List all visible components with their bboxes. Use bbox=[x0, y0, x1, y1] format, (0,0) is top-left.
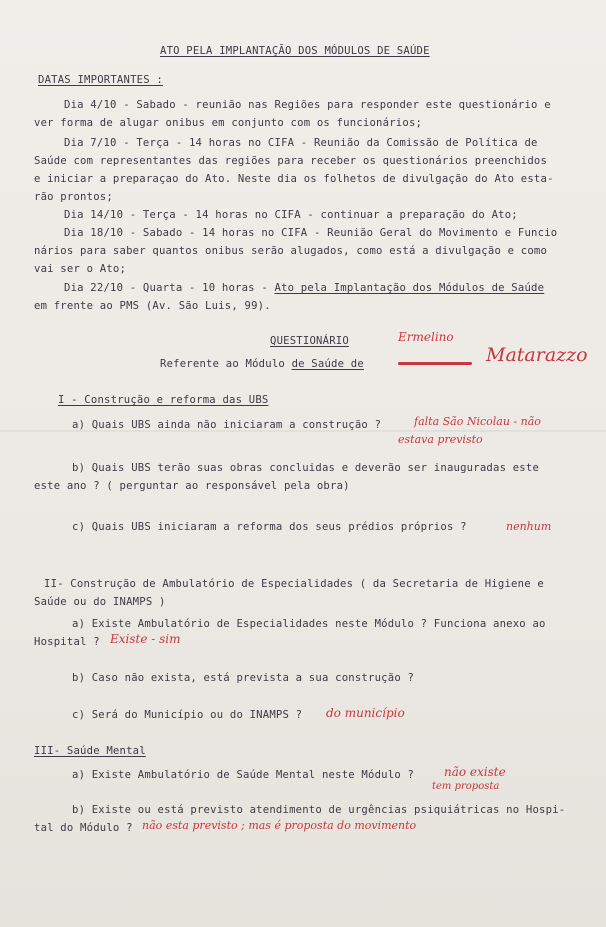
date-line: Dia 14/10 - Terça - 14 horas no CIFA - continuar a preparação do Ato; bbox=[64, 209, 518, 221]
question-text: c) Quais UBS iniciaram a reforma dos seus prédios próprios ? bbox=[72, 521, 467, 533]
date-line bbox=[64, 281, 544, 295]
question-text: a) Existe Ambulatório de Especialidades neste Módulo ? Funciona anexo ao bbox=[72, 618, 546, 630]
question-text: b) Existe ou está previsto atendimento de urgências psiquiátricas no Hospi- bbox=[72, 804, 566, 816]
handwritten-erased-note: Ermelino bbox=[398, 330, 454, 344]
questionnaire-heading: QUESTIONÁRIO bbox=[270, 335, 349, 347]
date-line: Dia 7/10 - Terça - 14 horas no CIFA - Reunião da Comissão de Política de bbox=[64, 137, 538, 149]
handwritten-answer: não esta previsto ; mas é proposta do movimento bbox=[142, 819, 417, 832]
date-line: Dia 4/10 - Sabado - reunião nas Regiões para responder este questionário e bbox=[64, 99, 551, 111]
question-text: este ano ? ( perguntar ao responsável pela obra) bbox=[34, 480, 350, 492]
question-text: Hospital ? bbox=[34, 636, 100, 648]
dates-heading: DATAS IMPORTANTES : bbox=[38, 74, 163, 86]
handwritten-answer: nenhum bbox=[506, 520, 552, 533]
section-title: II- Construção de Ambulatório de Especialidades ( da Secretaria de Higiene e bbox=[44, 578, 544, 590]
question-text: c) Será do Município ou do INAMPS ? bbox=[72, 709, 303, 721]
date-line: Dia 18/10 - Sabado - 14 horas no CIFA - Reunião Geral do Movimento e Funcio bbox=[64, 227, 558, 239]
questionnaire-reference bbox=[160, 357, 364, 371]
question-text: a) Quais UBS ainda não iniciaram a construção ? bbox=[72, 419, 382, 431]
reference-text-underlined: de Saúde de bbox=[291, 358, 364, 370]
section-title: III- Saúde Mental bbox=[34, 745, 146, 757]
reference-text: Referente ao Módulo bbox=[160, 358, 292, 370]
date-line: rão prontos; bbox=[34, 191, 113, 203]
question-text: b) Caso não exista, está prevista a sua construção ? bbox=[72, 672, 415, 684]
date-line: vai ser o Ato; bbox=[34, 263, 127, 275]
handwritten-answer: estava previsto bbox=[398, 433, 483, 446]
handwritten-answer: falta São Nicolau - não bbox=[414, 415, 541, 428]
date-line: ver forma de alugar onibus em conjunto com os funcionários; bbox=[34, 117, 423, 129]
handwritten-answer: não existe bbox=[444, 765, 506, 779]
date-event-text: Ato pela Implantação dos Módulos de Saúde bbox=[274, 282, 545, 294]
handwritten-answer: Existe - sim bbox=[110, 632, 181, 646]
date-line: nários para saber quantos onibus serão alugados, como está a divulgação e como bbox=[34, 245, 548, 257]
date-line: e iniciar a preparaçao do Ato. Neste dia os folhetos de divulgação do Ato esta- bbox=[34, 173, 554, 185]
document-title: ATO PELA IMPLANTAÇÃO DOS MÓDULOS DE SAÚDE bbox=[160, 45, 430, 57]
date-text: Dia 22/10 - Quarta - 10 horas - bbox=[64, 282, 275, 294]
date-line: Saúde com representantes das regiões para receber os questionários preenchidos bbox=[34, 155, 548, 167]
question-text: tal do Módulo ? bbox=[34, 822, 133, 834]
section-title: Saúde ou do INAMPS ) bbox=[34, 596, 166, 608]
section-title: I - Construção e reforma das UBS bbox=[58, 394, 269, 406]
question-text: b) Quais UBS terão suas obras concluidas e deverão ser inauguradas este bbox=[72, 462, 540, 474]
strikethrough-mark bbox=[398, 362, 472, 365]
handwritten-answer: do município bbox=[326, 706, 405, 720]
question-text: a) Existe Ambulatório de Saúde Mental neste Módulo ? bbox=[72, 769, 415, 781]
handwritten-answer: tem proposta bbox=[432, 781, 500, 792]
date-line: em frente ao PMS (Av. São Luis, 99). bbox=[34, 300, 271, 312]
handwritten-module-name: Matarazzo bbox=[486, 344, 588, 366]
